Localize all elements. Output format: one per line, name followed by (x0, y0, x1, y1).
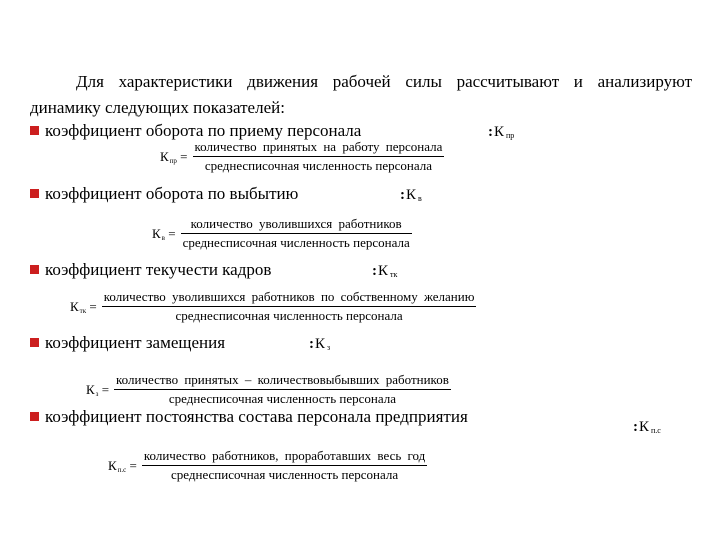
formula-denominator: среднесписочная численность персонала (182, 235, 410, 250)
formula-denominator: среднесписочная численность персонала (168, 391, 397, 406)
coefficient-symbol: :К $_{п.с}$ (633, 419, 661, 435)
formula (70, 289, 476, 324)
list-item-staff-turnover (30, 260, 271, 280)
coefficient-symbol: :К $_{пр}$ (488, 124, 515, 140)
formula (108, 448, 427, 483)
item-label: коэффициент замещения (45, 333, 226, 352)
bullet-square-icon (30, 265, 39, 274)
formula-denominator: среднесписочная численность персонала (171, 467, 399, 482)
bullet-square-icon (30, 126, 39, 135)
coefficient-symbol: :К $_{тк}$ (372, 263, 398, 279)
formula-lhs: $К_{п.с}$ = (108, 457, 137, 474)
formula-fraction (142, 448, 427, 483)
list-item-hire-turnover (30, 121, 361, 141)
formula-numerator: количество работников, проработавших весь год (143, 448, 426, 463)
formula-fraction (181, 216, 412, 251)
formula-lhs: $К_в$ = (152, 225, 176, 242)
formula-fraction (102, 289, 477, 324)
formula-numerator: количество принятых – количествовыбывших работников (116, 372, 449, 387)
bullet-square-icon (30, 412, 39, 421)
item-label: коэффициент текучести кадров (45, 260, 272, 279)
formula-denominator: среднесписочная численность персонала (204, 158, 433, 173)
formula-denominator: среднесписочная численность персонала (175, 308, 403, 323)
bullet-square-icon (30, 338, 39, 347)
list-item-replacement (30, 333, 225, 353)
formula-lhs: $К_з$ = (86, 381, 110, 398)
item-label: коэффициент оборота по выбытию (45, 184, 299, 203)
formula-fraction (114, 372, 451, 407)
item-label: коэффициент постоянства состава персонала предприятия (45, 407, 468, 426)
intro-paragraph: Для характеристики движения рабочей силы рассчитывают и анализируют динамику следующих показателей: (30, 72, 692, 117)
formula-numerator: количество уволившихся работников по собственному желанию (103, 289, 475, 304)
formula-numerator: количество принятых на работу персонала (194, 139, 443, 154)
bullet-square-icon (30, 189, 39, 198)
item-label: коэффициент оборота по приему персонала (45, 121, 362, 140)
formula (152, 216, 412, 251)
formula-numerator: количество уволившихся работников (190, 216, 402, 231)
list-item-staff-stability (30, 407, 468, 427)
coefficient-symbol: :К $_з$ (309, 336, 331, 352)
formula-fraction (193, 139, 445, 174)
formula-lhs: $К_{пр}$ = (160, 148, 188, 165)
coefficient-symbol: :К $_в$ (400, 187, 422, 203)
formula (86, 372, 451, 407)
list-item-leave-turnover (30, 184, 298, 204)
formula-lhs: $К_{тк}$ = (70, 298, 97, 315)
formula (160, 139, 444, 174)
